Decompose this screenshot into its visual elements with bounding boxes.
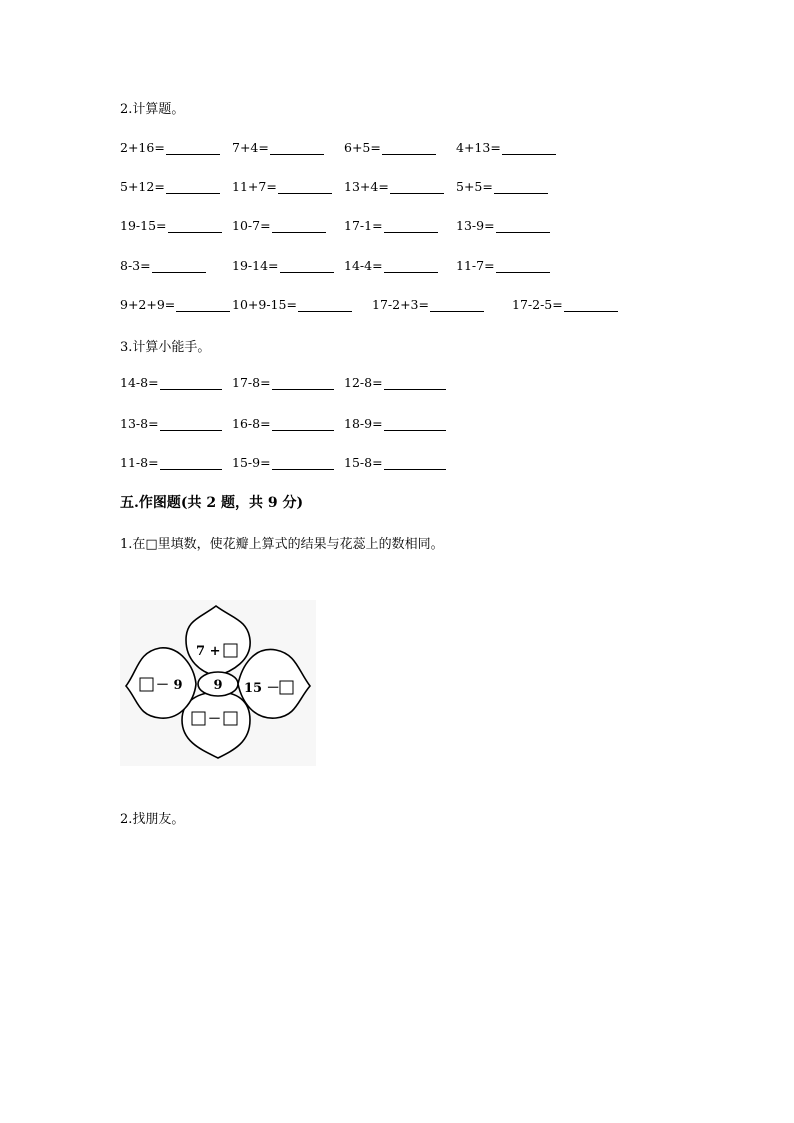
calc-expression: 17-1= [344, 218, 383, 233]
calc-item [120, 297, 230, 312]
flower-bottom-expression: － [208, 712, 222, 727]
answer-blank[interactable] [502, 141, 556, 155]
answer-blank[interactable] [430, 298, 484, 312]
flower-center-number: 9 [213, 678, 223, 693]
calc-expression: 13+4= [344, 179, 389, 194]
small-calc-expression: 11-8= [120, 455, 159, 470]
small-calc-item [120, 375, 222, 390]
answer-blank[interactable] [496, 219, 550, 233]
calc-item [232, 179, 332, 194]
small-calc-expression: 18-9= [344, 416, 383, 431]
calc-expression: 11+7= [232, 179, 277, 194]
calc-expression: 17-2+3= [372, 297, 429, 312]
calc-section-title: 2.计算题。 [120, 102, 185, 117]
answer-blank[interactable] [384, 376, 446, 390]
calc-item [232, 258, 334, 273]
calc-expression: 4+13= [456, 140, 501, 155]
calc-expression: 13-9= [456, 218, 495, 233]
small-calc-expression: 15-9= [232, 455, 271, 470]
answer-blank[interactable] [166, 180, 220, 194]
small-calc-item [344, 416, 446, 431]
drawing-section-heading: 五.作图题(共 2 题，共 9 分) [120, 495, 304, 511]
small-calc-expression: 15-8= [344, 455, 383, 470]
calc-item [232, 218, 326, 233]
calc-item [456, 179, 548, 194]
answer-blank[interactable] [280, 259, 334, 273]
small-calc-item [120, 416, 222, 431]
answer-blank[interactable] [160, 376, 222, 390]
small-calc-expression: 16-8= [232, 416, 271, 431]
answer-blank[interactable] [384, 259, 438, 273]
small-calc-item [344, 455, 446, 470]
calc-item [344, 140, 436, 155]
calc-expression: 6+5= [344, 140, 381, 155]
calc-item [120, 258, 206, 273]
calc-item [232, 140, 324, 155]
calc-item [456, 258, 550, 273]
calc-item [456, 140, 556, 155]
calc-item [120, 218, 222, 233]
answer-blank[interactable] [382, 141, 436, 155]
flower-top-expression: 7 + [196, 644, 221, 659]
calc-item [456, 218, 550, 233]
flower-petal-top [186, 606, 250, 676]
calc-expression: 5+5= [456, 179, 493, 194]
answer-blank[interactable] [166, 141, 220, 155]
small-calc-expression: 14-8= [120, 375, 159, 390]
calc-item [512, 297, 618, 312]
answer-blank[interactable] [160, 417, 222, 431]
calc-expression: 19-14= [232, 258, 279, 273]
calc-item [344, 179, 444, 194]
answer-blank[interactable] [168, 219, 222, 233]
small-calc-expression: 13-8= [120, 416, 159, 431]
calc-item [372, 297, 484, 312]
answer-blank[interactable] [272, 219, 326, 233]
answer-blank[interactable] [494, 180, 548, 194]
flower-left-expression: － 9 [156, 678, 183, 693]
flower-figure [120, 600, 316, 766]
calc-item [232, 297, 352, 312]
answer-blank[interactable] [384, 219, 438, 233]
answer-blank[interactable] [270, 141, 324, 155]
calc-expression: 17-2-5= [512, 297, 563, 312]
answer-blank[interactable] [160, 456, 222, 470]
small-calc-expression: 17-8= [232, 375, 271, 390]
calc-expression: 5+12= [120, 179, 165, 194]
question-1-text: 1.在□里填数，使花瓣上算式的结果与花蕊上的数相同。 [120, 537, 444, 552]
calc-expression: 7+4= [232, 140, 269, 155]
small-calc-item [232, 455, 334, 470]
answer-blank[interactable] [278, 180, 332, 194]
calc-item [120, 140, 220, 155]
calc-expression: 14-4= [344, 258, 383, 273]
calc-item [120, 179, 220, 194]
answer-blank[interactable] [176, 298, 230, 312]
answer-blank[interactable] [564, 298, 618, 312]
calc-expression: 19-15= [120, 218, 167, 233]
calc-item [344, 258, 438, 273]
answer-blank[interactable] [384, 456, 446, 470]
answer-blank[interactable] [298, 298, 352, 312]
small-section-title: 3.计算小能手。 [120, 340, 211, 355]
calc-expression: 2+16= [120, 140, 165, 155]
calc-expression: 10+9-15= [232, 297, 297, 312]
flower-right-expression: 15 － [244, 681, 280, 696]
answer-blank[interactable] [152, 259, 206, 273]
answer-blank[interactable] [390, 180, 444, 194]
small-calc-item [344, 375, 446, 390]
answer-blank[interactable] [272, 456, 334, 470]
answer-blank[interactable] [384, 417, 446, 431]
calc-expression: 10-7= [232, 218, 271, 233]
question-2-text: 2.找朋友。 [120, 812, 185, 827]
calc-expression: 9+2+9= [120, 297, 176, 312]
answer-blank[interactable] [272, 376, 334, 390]
small-calc-item [232, 375, 334, 390]
calc-item [344, 218, 438, 233]
calc-expression: 8-3= [120, 258, 151, 273]
answer-blank[interactable] [272, 417, 334, 431]
answer-blank[interactable] [496, 259, 550, 273]
small-calc-item [120, 455, 222, 470]
calc-expression: 11-7= [456, 258, 495, 273]
small-calc-item [232, 416, 334, 431]
small-calc-expression: 12-8= [344, 375, 383, 390]
